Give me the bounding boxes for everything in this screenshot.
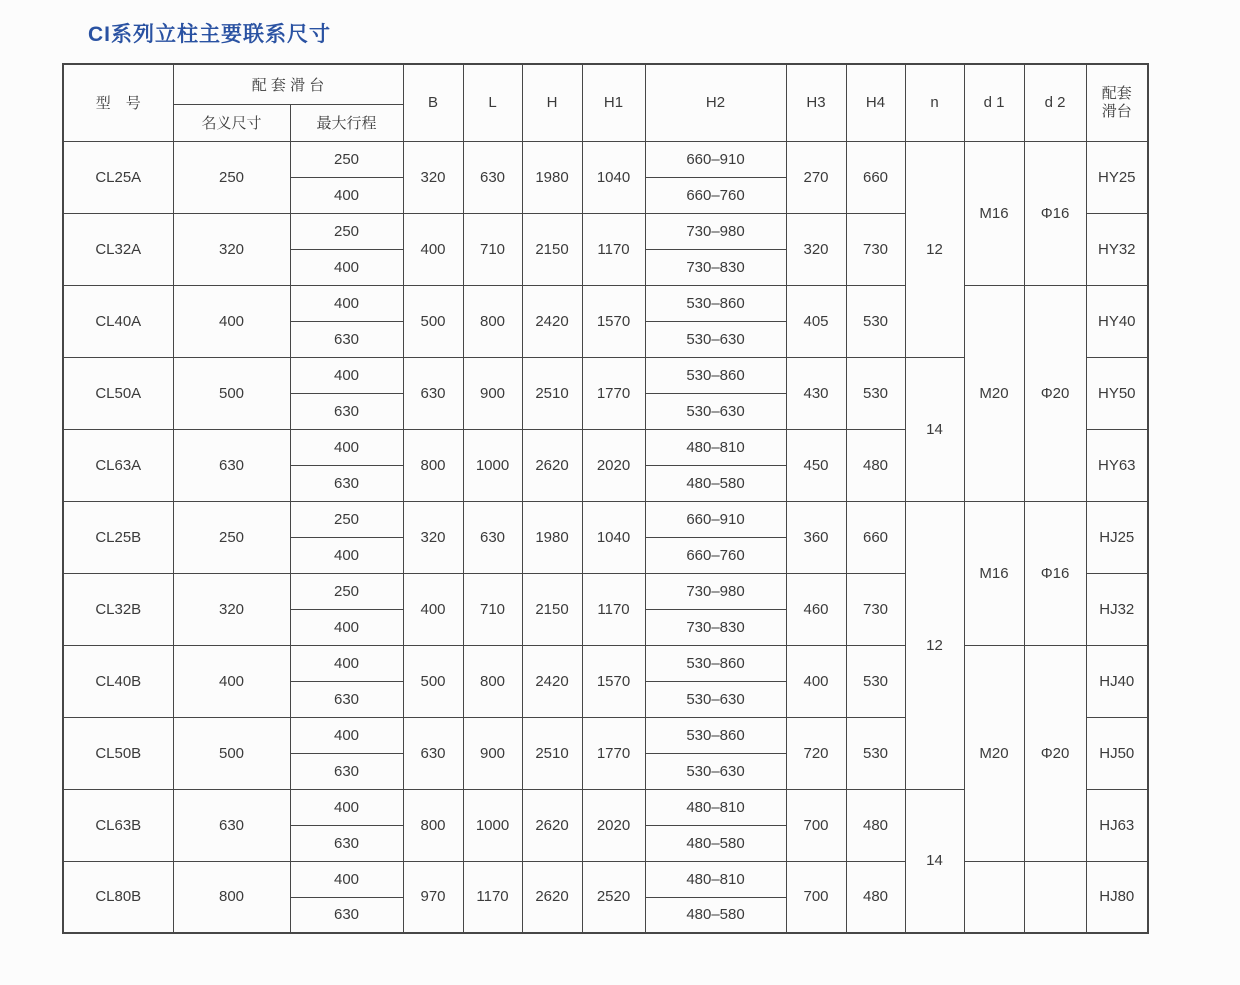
- header-slide: [1086, 64, 1148, 141]
- cell-h3: 460: [786, 573, 846, 645]
- cell-b: 320: [403, 141, 463, 213]
- cell-d2: Φ16: [1024, 141, 1086, 285]
- cell-nominal: 630: [173, 429, 290, 501]
- cell-h: 2150: [522, 573, 582, 645]
- header-d1: d 1: [964, 64, 1024, 141]
- cell-h2: 730–830: [645, 249, 786, 285]
- header-h3: H3: [786, 64, 846, 141]
- cell-stroke: 630: [290, 753, 403, 789]
- cell-h2: 530–860: [645, 285, 786, 321]
- cell-h2: 530–860: [645, 357, 786, 393]
- table-row: [63, 861, 1148, 897]
- spec-table-body: [63, 141, 1148, 933]
- cell-h2: 660–760: [645, 177, 786, 213]
- cell-d1: M20: [964, 285, 1024, 501]
- cell-stroke: 250: [290, 501, 403, 537]
- cell-l: 1000: [463, 429, 522, 501]
- cell-h: 1980: [522, 141, 582, 213]
- cell-h1: 1170: [582, 213, 645, 285]
- cell-slide: HY25: [1086, 141, 1148, 213]
- cell-model: CL50B: [63, 717, 173, 789]
- cell-stroke: 630: [290, 465, 403, 501]
- cell-stroke: 250: [290, 141, 403, 177]
- cell-h1: 2020: [582, 429, 645, 501]
- cell-h2: 530–630: [645, 753, 786, 789]
- cell-h3: 700: [786, 861, 846, 933]
- cell-d2: Φ20: [1024, 285, 1086, 501]
- cell-nominal: 400: [173, 285, 290, 357]
- cell-stroke: 400: [290, 789, 403, 825]
- cell-b: 800: [403, 429, 463, 501]
- cell-h2: 660–760: [645, 537, 786, 573]
- cell-h2: 530–630: [645, 321, 786, 357]
- cell-slide: HJ25: [1086, 501, 1148, 573]
- cell-h4: 530: [846, 717, 905, 789]
- cell-nominal: 500: [173, 357, 290, 429]
- header-slide-line2: 滑台: [1101, 102, 1132, 120]
- cell-h2: 730–980: [645, 213, 786, 249]
- cell-n: 14: [905, 789, 964, 933]
- cell-b: 630: [403, 717, 463, 789]
- cell-stroke: 400: [290, 357, 403, 393]
- cell-h4: 530: [846, 285, 905, 357]
- header-b: B: [403, 64, 463, 141]
- cell-h1: 1040: [582, 141, 645, 213]
- cell-d1: M20: [964, 645, 1024, 861]
- cell-l: 800: [463, 285, 522, 357]
- cell-model: CL40B: [63, 645, 173, 717]
- cell-h3: 270: [786, 141, 846, 213]
- cell-l: 630: [463, 141, 522, 213]
- cell-h: 1980: [522, 501, 582, 573]
- cell-h3: 720: [786, 717, 846, 789]
- cell-b: 970: [403, 861, 463, 933]
- cell-b: 400: [403, 213, 463, 285]
- cell-n: 14: [905, 357, 964, 501]
- cell-h3: 360: [786, 501, 846, 573]
- cell-stroke: 400: [290, 645, 403, 681]
- cell-slide: HJ40: [1086, 645, 1148, 717]
- cell-h1: 1170: [582, 573, 645, 645]
- cell-stroke: 400: [290, 429, 403, 465]
- page-title: CI系列立柱主要联系尺寸: [88, 23, 331, 46]
- cell-b: 630: [403, 357, 463, 429]
- cell-h3: 700: [786, 789, 846, 861]
- cell-l: 800: [463, 645, 522, 717]
- cell-l: 900: [463, 357, 522, 429]
- cell-h2: 480–580: [645, 897, 786, 933]
- cell-b: 500: [403, 645, 463, 717]
- cell-slide: HY50: [1086, 357, 1148, 429]
- cell-nominal: 400: [173, 645, 290, 717]
- cell-h2: 730–830: [645, 609, 786, 645]
- cell-b: 800: [403, 789, 463, 861]
- cell-h4: 480: [846, 429, 905, 501]
- cell-stroke: 400: [290, 285, 403, 321]
- cell-nominal: 630: [173, 789, 290, 861]
- cell-h: 2620: [522, 789, 582, 861]
- cell-d1: [964, 861, 1024, 933]
- cell-stroke: 400: [290, 537, 403, 573]
- cell-h1: 1770: [582, 357, 645, 429]
- cell-h2: 480–810: [645, 861, 786, 897]
- cell-b: 320: [403, 501, 463, 573]
- cell-h: 2510: [522, 357, 582, 429]
- header-stroke: 最大行程: [290, 104, 403, 141]
- cell-h2: 660–910: [645, 501, 786, 537]
- header-d2: d 2: [1024, 64, 1086, 141]
- cell-h1: 1040: [582, 501, 645, 573]
- cell-nominal: 320: [173, 573, 290, 645]
- cell-stroke: 400: [290, 249, 403, 285]
- cell-d2: Φ20: [1024, 645, 1086, 861]
- cell-h: 2620: [522, 429, 582, 501]
- cell-h4: 730: [846, 213, 905, 285]
- cell-h2: 660–910: [645, 141, 786, 177]
- cell-slide: HY63: [1086, 429, 1148, 501]
- header-model: 型 号: [63, 64, 173, 141]
- header-nominal: 名义尺寸: [173, 104, 290, 141]
- cell-l: 630: [463, 501, 522, 573]
- cell-h2: 530–860: [645, 717, 786, 753]
- cell-h4: 530: [846, 645, 905, 717]
- cell-nominal: 250: [173, 501, 290, 573]
- cell-l: 1170: [463, 861, 522, 933]
- cell-h1: 1770: [582, 717, 645, 789]
- table-row: [63, 501, 1148, 537]
- header-h2: H2: [645, 64, 786, 141]
- cell-stroke: 630: [290, 321, 403, 357]
- cell-h4: 480: [846, 789, 905, 861]
- cell-h2: 480–580: [645, 465, 786, 501]
- cell-l: 900: [463, 717, 522, 789]
- header-h4: H4: [846, 64, 905, 141]
- cell-stroke: 630: [290, 681, 403, 717]
- cell-n: 12: [905, 141, 964, 357]
- cell-h: 2420: [522, 285, 582, 357]
- cell-model: CL63B: [63, 789, 173, 861]
- cell-h4: 480: [846, 861, 905, 933]
- cell-slide: HJ80: [1086, 861, 1148, 933]
- cell-h4: 730: [846, 573, 905, 645]
- cell-model: CL80B: [63, 861, 173, 933]
- header-l: L: [463, 64, 522, 141]
- cell-model: CL25B: [63, 501, 173, 573]
- cell-h2: 530–860: [645, 645, 786, 681]
- cell-h2: 480–810: [645, 429, 786, 465]
- cell-stroke: 630: [290, 825, 403, 861]
- cell-h3: 400: [786, 645, 846, 717]
- cell-model: CL40A: [63, 285, 173, 357]
- spec-table: [62, 63, 1149, 934]
- cell-l: 710: [463, 573, 522, 645]
- cell-h3: 450: [786, 429, 846, 501]
- cell-stroke: 630: [290, 897, 403, 933]
- cell-l: 710: [463, 213, 522, 285]
- cell-slide: HJ32: [1086, 573, 1148, 645]
- cell-nominal: 250: [173, 141, 290, 213]
- cell-h: 2420: [522, 645, 582, 717]
- cell-h4: 660: [846, 141, 905, 213]
- cell-h2: 730–980: [645, 573, 786, 609]
- cell-stroke: 250: [290, 573, 403, 609]
- cell-model: CL50A: [63, 357, 173, 429]
- cell-b: 400: [403, 573, 463, 645]
- cell-slide: HY40: [1086, 285, 1148, 357]
- cell-n: 12: [905, 501, 964, 789]
- cell-h: 2150: [522, 213, 582, 285]
- cell-h1: 1570: [582, 645, 645, 717]
- cell-nominal: 500: [173, 717, 290, 789]
- cell-h3: 320: [786, 213, 846, 285]
- cell-stroke: 400: [290, 861, 403, 897]
- cell-nominal: 320: [173, 213, 290, 285]
- cell-l: 1000: [463, 789, 522, 861]
- cell-h: 2510: [522, 717, 582, 789]
- cell-model: CL63A: [63, 429, 173, 501]
- cell-d1: M16: [964, 501, 1024, 645]
- cell-h4: 530: [846, 357, 905, 429]
- cell-h2: 480–580: [645, 825, 786, 861]
- cell-h4: 660: [846, 501, 905, 573]
- table-row: [63, 141, 1148, 177]
- cell-stroke: 250: [290, 213, 403, 249]
- cell-model: CL25A: [63, 141, 173, 213]
- cell-h1: 2020: [582, 789, 645, 861]
- cell-h1: 2520: [582, 861, 645, 933]
- cell-h3: 430: [786, 357, 846, 429]
- header-h1: H1: [582, 64, 645, 141]
- header-n: n: [905, 64, 964, 141]
- header-h: H: [522, 64, 582, 141]
- cell-nominal: 800: [173, 861, 290, 933]
- cell-model: CL32B: [63, 573, 173, 645]
- cell-b: 500: [403, 285, 463, 357]
- cell-h1: 1570: [582, 285, 645, 357]
- cell-h: 2620: [522, 861, 582, 933]
- header-slide-group: 配 套 滑 台: [173, 64, 403, 104]
- cell-stroke: 400: [290, 609, 403, 645]
- header-slide-line1: 配套: [1101, 84, 1132, 102]
- cell-d1: M16: [964, 141, 1024, 285]
- cell-stroke: 400: [290, 717, 403, 753]
- table-row: [63, 285, 1148, 321]
- cell-stroke: 400: [290, 177, 403, 213]
- cell-slide: HY32: [1086, 213, 1148, 285]
- cell-model: CL32A: [63, 213, 173, 285]
- cell-d2: Φ16: [1024, 501, 1086, 645]
- cell-h2: 480–810: [645, 789, 786, 825]
- cell-h3: 405: [786, 285, 846, 357]
- cell-slide: HJ50: [1086, 717, 1148, 789]
- cell-slide: HJ63: [1086, 789, 1148, 861]
- cell-stroke: 630: [290, 393, 403, 429]
- cell-d2: [1024, 861, 1086, 933]
- table-row: [63, 645, 1148, 681]
- cell-h2: 530–630: [645, 393, 786, 429]
- cell-h2: 530–630: [645, 681, 786, 717]
